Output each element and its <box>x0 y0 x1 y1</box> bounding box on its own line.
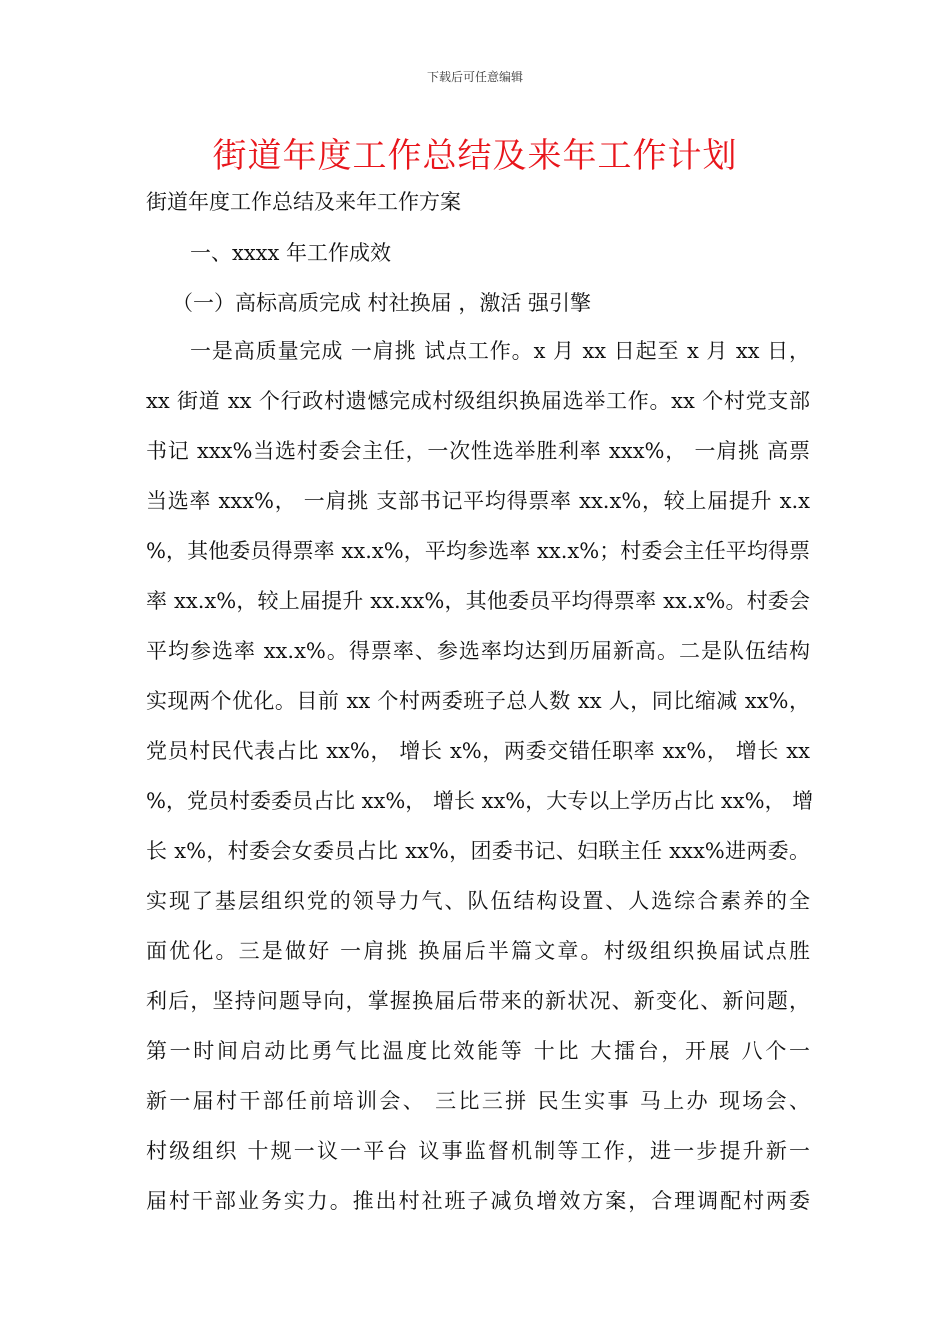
body-paragraph <box>146 338 814 1238</box>
header-note: 下载后可任意编辑 <box>426 70 523 84</box>
sub-heading: （一）高标高质完成 村社换届 ，激活 强引擎 <box>172 291 592 315</box>
document-subtitle: 街道年度工作总结及来年工作方案 <box>146 190 461 214</box>
body-line: 届村干部业务实力。推出村社班子减负增效方案，合理调配村两委 <box>146 1189 810 1213</box>
body-line: 当选率 xxx%， 一肩挑 支部书记平均得票率 xx.x%，较上届提升 x.x <box>146 489 810 513</box>
section-heading: 一、xxxx 年工作成效 <box>190 241 392 265</box>
body-line: 一是高质量完成 一肩挑 试点工作。x 月 xx 日起至 x 月 xx 日， <box>190 339 810 363</box>
body-line: xx 街道 xx 个行政村遗憾完成村级组织换届选举工作。xx 个村党支部 <box>146 389 810 413</box>
body-line: 面优化。三是做好 一肩挑 换届后半篇文章。村级组织换届试点胜 <box>146 939 810 963</box>
body-line: 利后，坚持问题导向，掌握换届后带来的新状况、新变化、新问题， <box>146 989 810 1013</box>
body-line: 村级组织 十规一议一平台 议事监督机制等工作，进一步提升新一 <box>146 1139 810 1163</box>
body-line: 实现两个优化。目前 xx 个村两委班子总人数 xx 人，同比缩减 xx%， <box>146 689 810 713</box>
body-line: 平均参选率 xx.x%。得票率、参选率均达到历届新高。二是队伍结构 <box>146 639 810 663</box>
body-line: 党员村民代表占比 xx%， 增长 x%，两委交错任职率 xx%， 增长 xx <box>146 739 810 763</box>
body-line: 第一时间启动比勇气比温度比效能等 十比 大擂台，开展 八个一 <box>146 1039 810 1063</box>
body-line: 书记 xxx%当选村委会主任，一次性选举胜利率 xxx%， 一肩挑 高票 <box>146 439 810 463</box>
body-line: 新一届村干部任前培训会、 三比三拼 民生实事 马上办 现场会、 <box>146 1089 810 1113</box>
body-line: 长 x%，村委会女委员占比 xx%，团委书记、妇联主任 xxx%进两委。 <box>146 839 810 863</box>
body-line: 实现了基层组织党的领导力气、队伍结构设置、人选综合素养的全 <box>146 889 810 913</box>
body-line: 率 xx.x%，较上届提升 xx.xx%，其他委员平均得票率 xx.x%。村委会 <box>146 589 810 613</box>
body-line: %，党员村委委员占比 xx%， 增长 xx%，大专以上学历占比 xx%， 增 <box>146 789 814 813</box>
document-title: 街道年度工作总结及来年工作计划 <box>212 136 738 176</box>
body-line: %，其他委员得票率 xx.x%，平均参选率 xx.x%；村委会主任平均得票 <box>146 539 810 563</box>
